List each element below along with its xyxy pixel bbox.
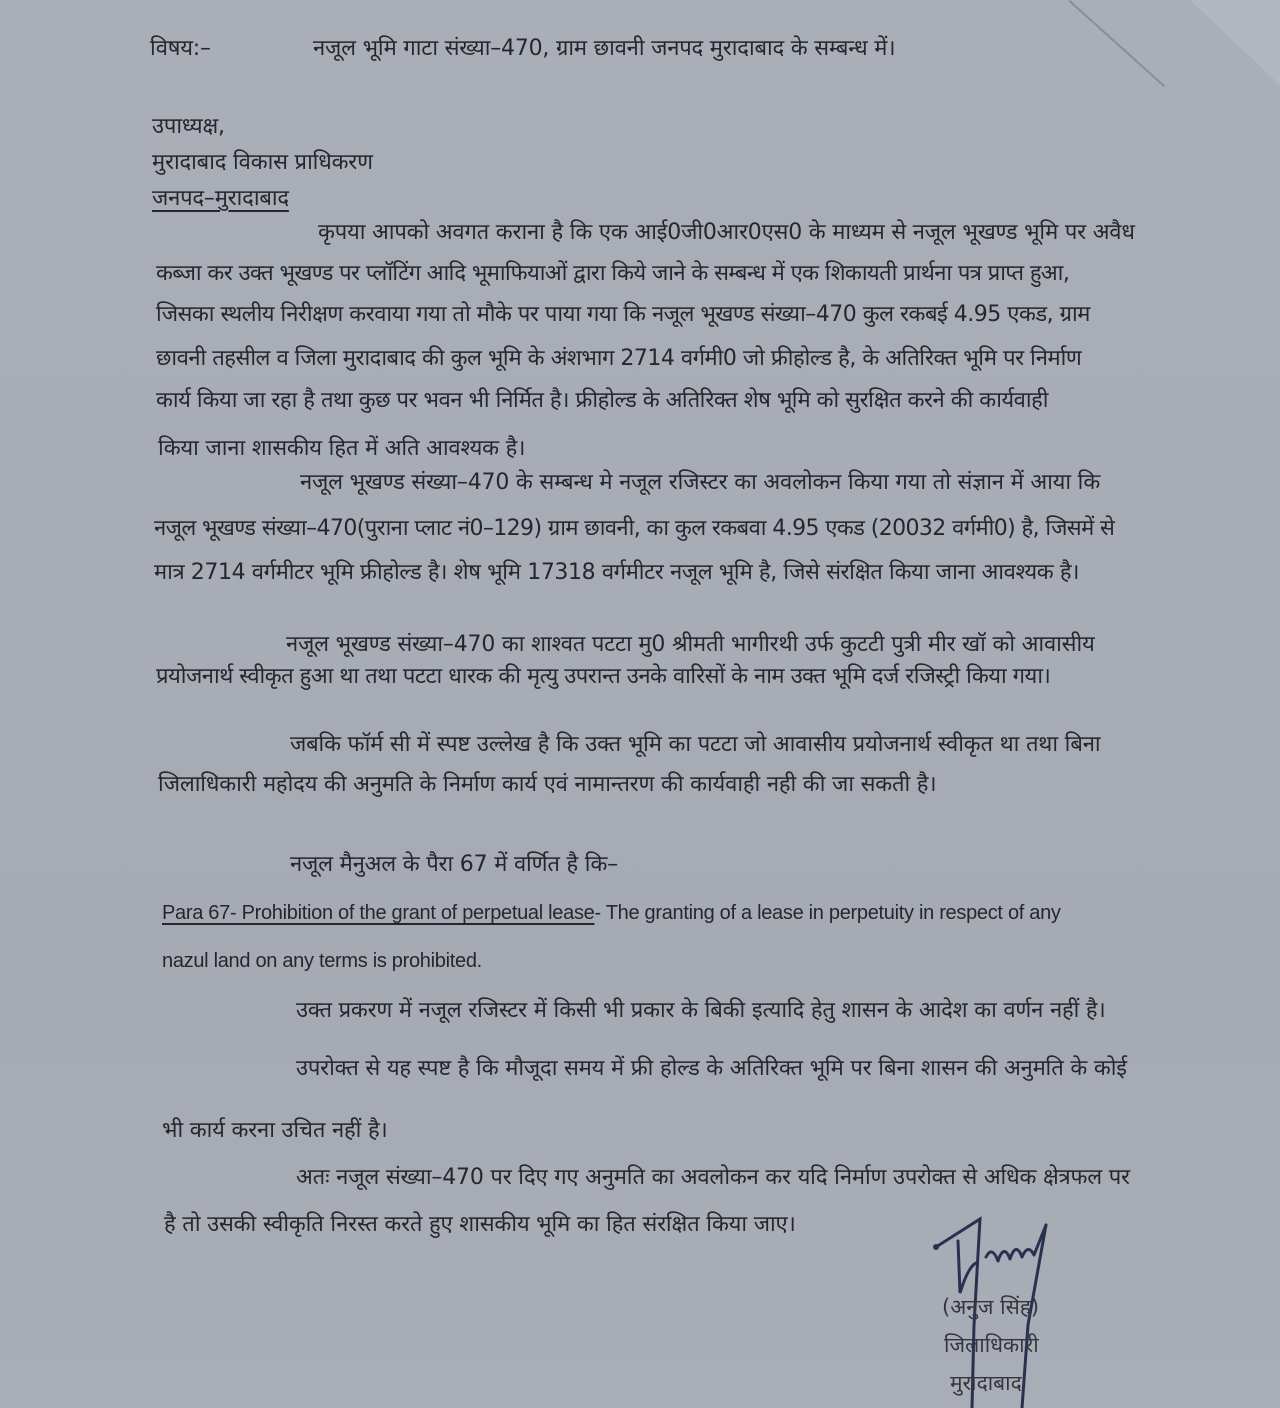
english-quote-line2: nazul land on any terms is prohibited. — [162, 950, 482, 972]
para4-line2: जिलाधिकारी महोदय की अनुमति के निर्माण कार्य एवं नामान्तरण की कार्यवाही नही की जा सकती है। — [158, 772, 937, 797]
quote-rest: - The granting of a lease in perpetuity in respect of any — [594, 902, 1061, 924]
addressee-district: जनपद–मुरादाबाद — [152, 186, 289, 211]
subject-text: नजूल भूमि गाटा संख्या–470, ग्राम छावनी जनपद मुरादाबाद के सम्बन्ध में। — [313, 36, 896, 61]
para4-line1: जबकि फॉर्म सी में स्पष्ट उल्लेख है कि उक्त भूमि का पटटा जो आवासीय प्रयोजनार्थ स्वीकृत था तथा बिना — [290, 732, 1101, 757]
para1-line2: कब्जा कर उक्त भूखण्ड पर प्लॉटिंग आदि भूमाफियाओं द्वारा किये जाने के सम्बन्ध में एक शिकायती प्रार्थना पत्र प्राप्त हुआ, — [156, 261, 1070, 286]
para3-line2: प्रयोजनार्थ स्वीकृत हुआ था तथा पटटा धारक की मृत्यु उपरान्त उनके वारिसों के नाम उक्त भूमि दर्ज रजिस्ट्री किया गया। — [156, 664, 1051, 689]
signatory-designation: जिलाधिकारी — [944, 1333, 1039, 1357]
english-quote-line1 — [162, 898, 1061, 928]
para1-line5: कार्य किया जा रहा है तथा कुछ पर भवन भी निर्मित है। फ्रीहोल्ड के अतिरिक्त शेष भूमि को सुरक्षित करने की कार्यवाही — [156, 388, 1048, 413]
addressee-office: मुरादाबाद विकास प्राधिकरण — [152, 150, 373, 175]
subject-label: विषय:– — [150, 36, 211, 61]
para3-line1: नजूल भूखण्ड संख्या–470 का शाश्वत पटटा मु0 श्रीमती भागीरथी उर्फ कुटटी पुत्री मीर खॉ को आवासीय — [286, 632, 1095, 657]
quote-heading: Para 67- Prohibition of the grant of perpetual lease — [162, 902, 595, 924]
para7-line1: उपरोक्त से यह स्पष्ट है कि मौजूदा समय में फ्री होल्ड के अतिरिक्त भूमि पर बिना शासन की अनुमति के कोई — [296, 1056, 1127, 1081]
para1-line4: छावनी तहसील व जिला मुरादाबाद की कुल भूमि के अंशभाग 2714 वर्गमी0 जो फ्रीहोल्ड है, के अतिरिक्त भूमि पर निर्माण — [156, 346, 1082, 371]
para2-line1: नजूल भूखण्ड संख्या–470 के सम्बन्ध मे नजूल रजिस्टर का अवलोकन किया गया तो संज्ञान में आया कि — [300, 470, 1101, 495]
para1-line3: जिसका स्थलीय निरीक्षण करवाया गया तो मौके पर पाया गया कि नजूल भूखण्ड संख्या–470 कुल रकबई 4.95 एकड, ग्राम — [156, 302, 1090, 327]
para2-line3: मात्र 2714 वर्गमीटर भूमि फ्रीहोल्ड है। शेष भूमि 17318 वर्गमीटर नजूल भूमि है, जिसे संरक्षित किया जाना आवश्यक है। — [154, 560, 1080, 585]
addressee-title: उपाध्यक्ष, — [152, 114, 225, 139]
para8-line2: है तो उसकी स्वीकृति निरस्त करते हुए शासकीय भूमि का हित संरक्षित किया जाए। — [164, 1212, 796, 1237]
signatory-name: (अनुज सिंह) — [942, 1295, 1040, 1319]
para6: उक्त प्रकरण में नजूल रजिस्टर में किसी भी प्रकार के बिकी इत्यादि हेतु शासन के आदेश का वर्णन नहीं है। — [296, 998, 1106, 1023]
para1-line6: किया जाना शासकीय हित में अति आवश्यक है। — [158, 436, 526, 461]
para2-line2: नजूल भूखण्ड संख्या–470(पुराना प्लाट नं0–129) ग्राम छावनी, का कुल रकबवा 4.95 एकड (20032 वर्गमी0) है, जिसमें से — [154, 516, 1115, 541]
signature-block — [930, 1205, 1110, 1408]
para7-line2: भी कार्य करना उचित नहीं है। — [162, 1118, 388, 1143]
signatory-place: मुरादाबाद — [950, 1371, 1022, 1395]
para1-line1: कृपया आपको अवगत कराना है कि एक आई0जी0आर0एस0 के माध्यम से नजूल भूखण्ड भूमि पर अवैध — [318, 220, 1135, 245]
para5: नजूल मैनुअल के पैरा 67 में वर्णित है कि– — [290, 852, 618, 877]
para8-line1: अतः नजूल संख्या–470 पर दिए गए अनुमति का अवलोकन कर यदि निर्माण उपरोक्त से अधिक क्षेत्रफल पर — [296, 1165, 1130, 1190]
